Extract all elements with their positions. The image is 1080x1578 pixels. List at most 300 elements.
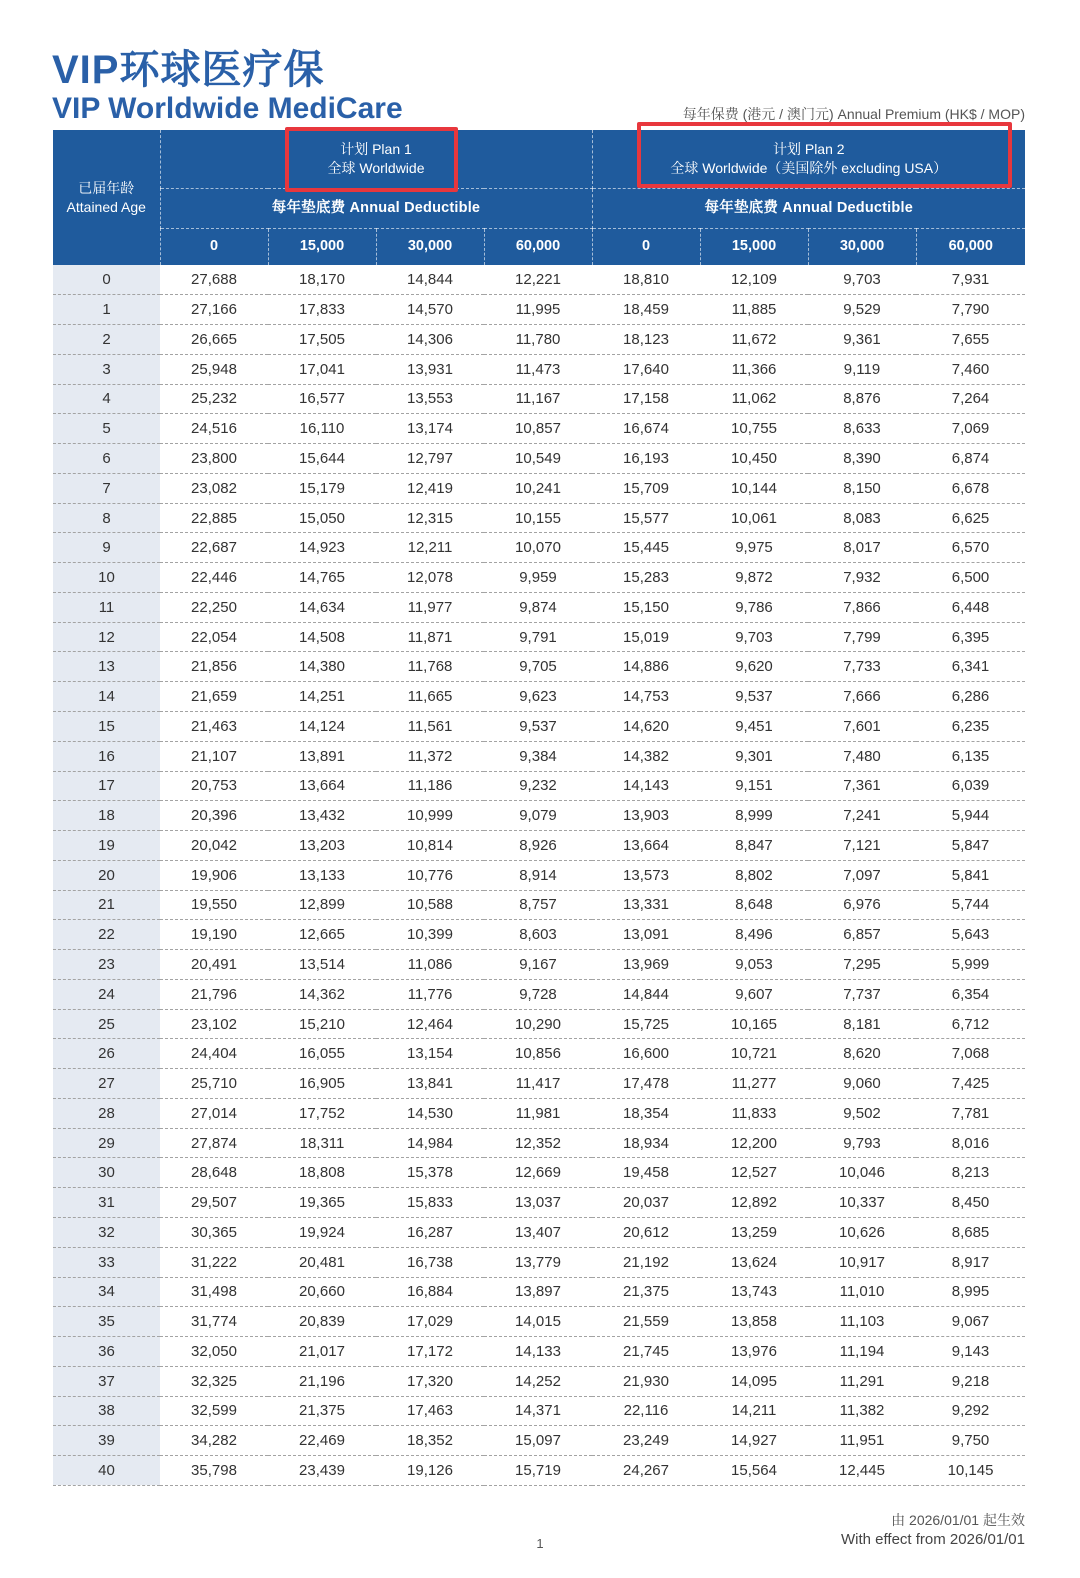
age-cell: 1 bbox=[53, 295, 160, 325]
table-row bbox=[53, 890, 1025, 920]
plan-1-premium-cell: 9,959 bbox=[484, 563, 592, 593]
plan-1-premium-cell: 27,688 bbox=[160, 265, 268, 295]
plan-1-premium-cell: 8,603 bbox=[484, 920, 592, 950]
plan-2-premium-cell: 9,620 bbox=[700, 652, 808, 682]
plan-2-premium-cell: 8,876 bbox=[808, 384, 916, 414]
table-row bbox=[53, 1098, 1025, 1128]
plan-2-premium-cell: 18,459 bbox=[592, 295, 700, 325]
plan-1-premium-cell: 20,491 bbox=[160, 950, 268, 980]
plan-2-premium-cell: 11,010 bbox=[808, 1277, 916, 1307]
plan-1-premium-cell: 23,800 bbox=[160, 444, 268, 474]
plan-1-premium-cell: 12,899 bbox=[268, 890, 376, 920]
plan-1-premium-cell: 14,634 bbox=[268, 592, 376, 622]
plan-2-premium-cell: 15,445 bbox=[592, 533, 700, 563]
plan-1-premium-cell: 13,133 bbox=[268, 860, 376, 890]
age-cell: 26 bbox=[53, 1039, 160, 1069]
plan-2-premium-cell: 6,712 bbox=[916, 1009, 1025, 1039]
plan-2-region: 全球 Worldwide（美国除外 excluding USA） bbox=[670, 159, 948, 176]
plan-2-premium-cell: 9,529 bbox=[808, 295, 916, 325]
plan-2-premium-cell: 7,361 bbox=[808, 771, 916, 801]
plan-1-premium-cell: 14,133 bbox=[484, 1337, 592, 1367]
plan-2-premium-cell: 12,200 bbox=[700, 1128, 808, 1158]
age-cell: 32 bbox=[53, 1218, 160, 1248]
plan-1-premium-cell: 10,588 bbox=[376, 890, 484, 920]
age-cell: 20 bbox=[53, 860, 160, 890]
plan-1-premium-cell: 12,315 bbox=[376, 503, 484, 533]
plan-2-premium-cell: 18,810 bbox=[592, 265, 700, 295]
plan-1-premium-cell: 17,029 bbox=[376, 1307, 484, 1337]
plan-1-premium-cell: 15,378 bbox=[376, 1158, 484, 1188]
plan-2-premium-cell: 11,382 bbox=[808, 1396, 916, 1426]
plan-2-premium-cell: 11,833 bbox=[700, 1098, 808, 1128]
plan-1-premium-cell: 13,841 bbox=[376, 1069, 484, 1099]
plan-2-premium-cell: 7,781 bbox=[916, 1098, 1025, 1128]
plan-2-premium-cell: 10,337 bbox=[808, 1188, 916, 1218]
age-cell: 33 bbox=[53, 1247, 160, 1277]
table-row bbox=[53, 920, 1025, 950]
header-row-plans bbox=[53, 130, 1025, 188]
premium-table-container bbox=[53, 130, 1025, 1486]
plan-2-premium-cell: 10,755 bbox=[700, 414, 808, 444]
plan-2-premium-cell: 11,291 bbox=[808, 1366, 916, 1396]
plan-1-premium-cell: 10,814 bbox=[376, 831, 484, 861]
table-row bbox=[53, 265, 1025, 295]
plan-2-premium-cell: 5,847 bbox=[916, 831, 1025, 861]
plan-2-premium-cell: 9,053 bbox=[700, 950, 808, 980]
plan-1-premium-cell: 13,407 bbox=[484, 1218, 592, 1248]
plan-2-premium-cell: 15,283 bbox=[592, 563, 700, 593]
table-row bbox=[53, 1426, 1025, 1456]
table-row bbox=[53, 1158, 1025, 1188]
plan-2-premium-cell: 16,193 bbox=[592, 444, 700, 474]
plan-1-premium-cell: 11,417 bbox=[484, 1069, 592, 1099]
plan-2-premium-cell: 6,395 bbox=[916, 622, 1025, 652]
table-row bbox=[53, 1188, 1025, 1218]
age-cell: 6 bbox=[53, 444, 160, 474]
plan-1-premium-cell: 13,664 bbox=[268, 771, 376, 801]
plan-2-premium-cell: 8,633 bbox=[808, 414, 916, 444]
plan-1-premium-cell: 12,419 bbox=[376, 473, 484, 503]
plan-1-premium-cell: 14,380 bbox=[268, 652, 376, 682]
plan-2-premium-cell: 18,354 bbox=[592, 1098, 700, 1128]
table-row bbox=[53, 1396, 1025, 1426]
plan-1-premium-cell: 22,469 bbox=[268, 1426, 376, 1456]
plan-1-premium-cell: 35,798 bbox=[160, 1456, 268, 1486]
plan-1-premium-cell: 25,232 bbox=[160, 384, 268, 414]
plan-1-premium-cell: 22,054 bbox=[160, 622, 268, 652]
plan-2-premium-cell: 15,019 bbox=[592, 622, 700, 652]
plan-1-premium-cell: 13,897 bbox=[484, 1277, 592, 1307]
plan-2-premium-cell: 22,116 bbox=[592, 1396, 700, 1426]
plan-2-premium-cell: 7,666 bbox=[808, 682, 916, 712]
plan-1-premium-cell: 16,287 bbox=[376, 1218, 484, 1248]
plan-1-premium-cell: 8,757 bbox=[484, 890, 592, 920]
plan-2-premium-cell: 8,917 bbox=[916, 1247, 1025, 1277]
plan-2-premium-cell: 14,211 bbox=[700, 1396, 808, 1426]
plan-2-premium-cell: 7,121 bbox=[808, 831, 916, 861]
plan-2-premium-cell: 10,721 bbox=[700, 1039, 808, 1069]
plan-2-premium-cell: 14,620 bbox=[592, 711, 700, 741]
plan-1-premium-cell: 15,179 bbox=[268, 473, 376, 503]
plan-2-premium-cell: 9,975 bbox=[700, 533, 808, 563]
plan-2-premium-cell: 13,664 bbox=[592, 831, 700, 861]
age-cell: 25 bbox=[53, 1009, 160, 1039]
header-row-deductible-values bbox=[53, 228, 1025, 265]
age-cell: 38 bbox=[53, 1396, 160, 1426]
plan-1-premium-cell: 13,037 bbox=[484, 1188, 592, 1218]
plan-1-premium-cell: 9,874 bbox=[484, 592, 592, 622]
plan-2-premium-cell: 8,181 bbox=[808, 1009, 916, 1039]
plan-1-premium-cell: 9,537 bbox=[484, 711, 592, 741]
plan-1-premium-cell: 31,498 bbox=[160, 1277, 268, 1307]
plan-1-premium-cell: 13,432 bbox=[268, 801, 376, 831]
table-row bbox=[53, 831, 1025, 861]
plan-1-premium-cell: 22,250 bbox=[160, 592, 268, 622]
age-cell: 5 bbox=[53, 414, 160, 444]
plan-1-premium-cell: 13,154 bbox=[376, 1039, 484, 1069]
plan-2-premium-cell: 5,944 bbox=[916, 801, 1025, 831]
plan-1-premium-cell: 11,768 bbox=[376, 652, 484, 682]
plan-1-premium-cell: 22,885 bbox=[160, 503, 268, 533]
age-cell: 7 bbox=[53, 473, 160, 503]
plan-2-premium-cell: 14,143 bbox=[592, 771, 700, 801]
plan-2-deductible-15000: 15,000 bbox=[700, 228, 808, 265]
plan-1-premium-cell: 11,473 bbox=[484, 354, 592, 384]
plan-2-premium-cell: 7,425 bbox=[916, 1069, 1025, 1099]
plan-1-premium-cell: 16,738 bbox=[376, 1247, 484, 1277]
plan-1-premium-cell: 27,014 bbox=[160, 1098, 268, 1128]
plan-2-premium-cell: 15,725 bbox=[592, 1009, 700, 1039]
plan-1-premium-cell: 15,833 bbox=[376, 1188, 484, 1218]
plan-2-premium-cell: 6,678 bbox=[916, 473, 1025, 503]
age-cell: 17 bbox=[53, 771, 160, 801]
plan-1-deductible-0: 0 bbox=[160, 228, 268, 265]
age-cell: 31 bbox=[53, 1188, 160, 1218]
plan-2-premium-cell: 7,264 bbox=[916, 384, 1025, 414]
plan-2-header bbox=[592, 130, 1025, 188]
plan-1-premium-cell: 14,844 bbox=[376, 265, 484, 295]
plan-1-premium-cell: 17,041 bbox=[268, 354, 376, 384]
plan-1-premium-cell: 24,516 bbox=[160, 414, 268, 444]
plan-2-premium-cell: 13,091 bbox=[592, 920, 700, 950]
plan-2-premium-cell: 8,620 bbox=[808, 1039, 916, 1069]
table-row bbox=[53, 295, 1025, 325]
plan-2-premium-cell: 11,194 bbox=[808, 1337, 916, 1367]
plan-2-premium-cell: 17,478 bbox=[592, 1069, 700, 1099]
plan-1-premium-cell: 27,874 bbox=[160, 1128, 268, 1158]
plan-1-premium-cell: 10,856 bbox=[484, 1039, 592, 1069]
plan-2-premium-cell: 12,109 bbox=[700, 265, 808, 295]
plan-2-premium-cell: 15,564 bbox=[700, 1456, 808, 1486]
plan-1-premium-cell: 17,505 bbox=[268, 325, 376, 355]
plan-2-premium-cell: 23,249 bbox=[592, 1426, 700, 1456]
plan-1-premium-cell: 21,107 bbox=[160, 741, 268, 771]
plan-2-premium-cell: 15,577 bbox=[592, 503, 700, 533]
plan-2-premium-cell: 7,068 bbox=[916, 1039, 1025, 1069]
plan-2-premium-cell: 14,753 bbox=[592, 682, 700, 712]
plan-1-premium-cell: 18,352 bbox=[376, 1426, 484, 1456]
plan-1-premium-cell: 29,507 bbox=[160, 1188, 268, 1218]
plan-2-premium-cell: 7,601 bbox=[808, 711, 916, 741]
plan-1-premium-cell: 21,856 bbox=[160, 652, 268, 682]
plan-2-premium-cell: 19,458 bbox=[592, 1158, 700, 1188]
plan-2-premium-cell: 7,295 bbox=[808, 950, 916, 980]
plan-1-premium-cell: 9,167 bbox=[484, 950, 592, 980]
plan-1-premium-cell: 15,719 bbox=[484, 1456, 592, 1486]
age-cell: 3 bbox=[53, 354, 160, 384]
table-row bbox=[53, 1218, 1025, 1248]
plan-1-premium-cell: 9,791 bbox=[484, 622, 592, 652]
plan-2-premium-cell: 7,790 bbox=[916, 295, 1025, 325]
plan-1-premium-cell: 10,290 bbox=[484, 1009, 592, 1039]
plan-2-premium-cell: 9,786 bbox=[700, 592, 808, 622]
plan-1-premium-cell: 12,352 bbox=[484, 1128, 592, 1158]
plan-2-premium-cell: 9,537 bbox=[700, 682, 808, 712]
plan-2-premium-cell: 15,150 bbox=[592, 592, 700, 622]
plan-1-premium-cell: 11,995 bbox=[484, 295, 592, 325]
plan-2-premium-cell: 10,145 bbox=[916, 1456, 1025, 1486]
plan-1-premium-cell: 19,550 bbox=[160, 890, 268, 920]
plan-1-premium-cell: 22,446 bbox=[160, 563, 268, 593]
plan-1-premium-cell: 32,325 bbox=[160, 1366, 268, 1396]
plan-2-premium-cell: 10,046 bbox=[808, 1158, 916, 1188]
title-english: VIP Worldwide MediCare bbox=[52, 92, 403, 125]
plan-1-premium-cell: 18,808 bbox=[268, 1158, 376, 1188]
plan-1-premium-cell: 10,857 bbox=[484, 414, 592, 444]
plan-1-premium-cell: 10,549 bbox=[484, 444, 592, 474]
age-cell: 37 bbox=[53, 1366, 160, 1396]
plan-2-premium-cell: 10,626 bbox=[808, 1218, 916, 1248]
plan-2-premium-cell: 18,123 bbox=[592, 325, 700, 355]
plan-1-premium-cell: 27,166 bbox=[160, 295, 268, 325]
plan-1-premium-cell: 15,210 bbox=[268, 1009, 376, 1039]
plan-1-premium-cell: 15,050 bbox=[268, 503, 376, 533]
plan-1-premium-cell: 17,463 bbox=[376, 1396, 484, 1426]
plan-1-premium-cell: 23,102 bbox=[160, 1009, 268, 1039]
page-number: 1 bbox=[536, 1536, 544, 1551]
plan-1-premium-cell: 11,981 bbox=[484, 1098, 592, 1128]
age-cell: 15 bbox=[53, 711, 160, 741]
plan-2-premium-cell: 9,502 bbox=[808, 1098, 916, 1128]
plan-1-premium-cell: 12,669 bbox=[484, 1158, 592, 1188]
plan-2-premium-cell: 6,976 bbox=[808, 890, 916, 920]
plan-2-deductible-60000: 60,000 bbox=[916, 228, 1025, 265]
age-cell: 35 bbox=[53, 1307, 160, 1337]
plan-1-premium-cell: 18,170 bbox=[268, 265, 376, 295]
plan-1-premium-cell: 10,399 bbox=[376, 920, 484, 950]
plan-2-premium-cell: 15,709 bbox=[592, 473, 700, 503]
plan-2-premium-cell: 17,640 bbox=[592, 354, 700, 384]
plan-2-premium-cell: 8,150 bbox=[808, 473, 916, 503]
plan-1-premium-cell: 14,015 bbox=[484, 1307, 592, 1337]
plan-2-premium-cell: 21,192 bbox=[592, 1247, 700, 1277]
age-cell: 16 bbox=[53, 741, 160, 771]
plan-2-premium-cell: 21,375 bbox=[592, 1277, 700, 1307]
plan-2-premium-cell: 9,067 bbox=[916, 1307, 1025, 1337]
table-row bbox=[53, 473, 1025, 503]
plan-1-premium-cell: 13,553 bbox=[376, 384, 484, 414]
plan-1-premium-cell: 19,126 bbox=[376, 1456, 484, 1486]
plan-1-premium-cell: 12,211 bbox=[376, 533, 484, 563]
table-row bbox=[53, 801, 1025, 831]
plan-1-premium-cell: 16,577 bbox=[268, 384, 376, 414]
effective-date-en: With effect from 2026/01/01 bbox=[841, 1531, 1025, 1548]
age-cell: 27 bbox=[53, 1069, 160, 1099]
plan-1-premium-cell: 14,306 bbox=[376, 325, 484, 355]
plan-1-premium-cell: 16,055 bbox=[268, 1039, 376, 1069]
plan-1-premium-cell: 20,660 bbox=[268, 1277, 376, 1307]
table-row bbox=[53, 1366, 1025, 1396]
plan-1-premium-cell: 8,926 bbox=[484, 831, 592, 861]
plan-2-premium-cell: 9,451 bbox=[700, 711, 808, 741]
plan-2-premium-cell: 8,802 bbox=[700, 860, 808, 890]
plan-2-premium-cell: 14,927 bbox=[700, 1426, 808, 1456]
table-row bbox=[53, 1039, 1025, 1069]
plan-1-premium-cell: 16,905 bbox=[268, 1069, 376, 1099]
age-cell: 24 bbox=[53, 979, 160, 1009]
plan-1-deductible-15000: 15,000 bbox=[268, 228, 376, 265]
plan-2-premium-cell: 7,069 bbox=[916, 414, 1025, 444]
plan-2-premium-cell: 8,213 bbox=[916, 1158, 1025, 1188]
plan-1-premium-cell: 11,977 bbox=[376, 592, 484, 622]
plan-1-premium-cell: 32,599 bbox=[160, 1396, 268, 1426]
table-row bbox=[53, 563, 1025, 593]
plan-2-premium-cell: 17,158 bbox=[592, 384, 700, 414]
plan-2-premium-cell: 12,527 bbox=[700, 1158, 808, 1188]
plan-2-premium-cell: 8,995 bbox=[916, 1277, 1025, 1307]
plan-1-premium-cell: 8,914 bbox=[484, 860, 592, 890]
age-cell: 36 bbox=[53, 1337, 160, 1367]
plan-1-premium-cell: 20,753 bbox=[160, 771, 268, 801]
plan-1-premium-cell: 25,710 bbox=[160, 1069, 268, 1099]
plan-1-deductible-60000: 60,000 bbox=[484, 228, 592, 265]
plan-2-premium-cell: 7,241 bbox=[808, 801, 916, 831]
plan-2-premium-cell: 13,743 bbox=[700, 1277, 808, 1307]
plan-2-premium-cell: 7,737 bbox=[808, 979, 916, 1009]
table-header bbox=[53, 130, 1025, 265]
plan-2-premium-cell: 6,135 bbox=[916, 741, 1025, 771]
plan-1-premium-cell: 13,514 bbox=[268, 950, 376, 980]
plan-2-premium-cell: 21,559 bbox=[592, 1307, 700, 1337]
plan-1-region: 全球 Worldwide bbox=[327, 159, 425, 176]
plan-1-premium-cell: 11,372 bbox=[376, 741, 484, 771]
table-row bbox=[53, 503, 1025, 533]
plan-2-name: 计划 Plan 2 bbox=[772, 140, 845, 157]
plan-2-premium-cell: 24,267 bbox=[592, 1456, 700, 1486]
age-cell: 11 bbox=[53, 592, 160, 622]
age-cell: 14 bbox=[53, 682, 160, 712]
plan-1-premium-cell: 25,948 bbox=[160, 354, 268, 384]
plan-2-premium-cell: 13,331 bbox=[592, 890, 700, 920]
plan-1-premium-cell: 16,110 bbox=[268, 414, 376, 444]
plan-2-premium-cell: 8,496 bbox=[700, 920, 808, 950]
table-row bbox=[53, 325, 1025, 355]
plan-2-premium-cell: 9,607 bbox=[700, 979, 808, 1009]
plan-1-premium-cell: 13,203 bbox=[268, 831, 376, 861]
plan-2-premium-cell: 9,143 bbox=[916, 1337, 1025, 1367]
plan-2-premium-cell: 10,917 bbox=[808, 1247, 916, 1277]
table-row bbox=[53, 444, 1025, 474]
plan-1-premium-cell: 19,924 bbox=[268, 1218, 376, 1248]
table-row bbox=[53, 414, 1025, 444]
age-cell: 19 bbox=[53, 831, 160, 861]
table-row bbox=[53, 1069, 1025, 1099]
age-cell: 12 bbox=[53, 622, 160, 652]
table-row bbox=[53, 652, 1025, 682]
plan-2-premium-cell: 9,301 bbox=[700, 741, 808, 771]
plan-2-premium-cell: 10,061 bbox=[700, 503, 808, 533]
table-row bbox=[53, 1277, 1025, 1307]
plan-1-premium-cell: 10,155 bbox=[484, 503, 592, 533]
premium-table bbox=[53, 130, 1025, 1486]
age-cell: 21 bbox=[53, 890, 160, 920]
plan-2-premium-cell: 14,382 bbox=[592, 741, 700, 771]
plan-2-premium-cell: 13,903 bbox=[592, 801, 700, 831]
plan-1-premium-cell: 24,404 bbox=[160, 1039, 268, 1069]
plan-2-premium-cell: 13,976 bbox=[700, 1337, 808, 1367]
plan-1-premium-cell: 9,384 bbox=[484, 741, 592, 771]
plan-1-premium-cell: 31,222 bbox=[160, 1247, 268, 1277]
age-cell: 34 bbox=[53, 1277, 160, 1307]
plan-2-premium-cell: 16,674 bbox=[592, 414, 700, 444]
plan-1-premium-cell: 13,891 bbox=[268, 741, 376, 771]
age-cell: 4 bbox=[53, 384, 160, 414]
plan-1-premium-cell: 11,561 bbox=[376, 711, 484, 741]
plan-2-premium-cell: 11,277 bbox=[700, 1069, 808, 1099]
table-row bbox=[53, 1009, 1025, 1039]
age-cell: 28 bbox=[53, 1098, 160, 1128]
plan-2-premium-cell: 8,847 bbox=[700, 831, 808, 861]
plan-2-premium-cell: 9,793 bbox=[808, 1128, 916, 1158]
plan-1-premium-cell: 21,796 bbox=[160, 979, 268, 1009]
plan-1-premium-cell: 13,174 bbox=[376, 414, 484, 444]
table-row bbox=[53, 771, 1025, 801]
plan-1-premium-cell: 12,078 bbox=[376, 563, 484, 593]
plan-2-premium-cell: 13,969 bbox=[592, 950, 700, 980]
plan-2-premium-cell: 7,097 bbox=[808, 860, 916, 890]
plan-2-premium-cell: 11,951 bbox=[808, 1426, 916, 1456]
plan-2-premium-cell: 6,500 bbox=[916, 563, 1025, 593]
table-row bbox=[53, 354, 1025, 384]
plan-2-premium-cell: 21,745 bbox=[592, 1337, 700, 1367]
plan-1-premium-cell: 19,365 bbox=[268, 1188, 376, 1218]
plan-1-premium-cell: 21,659 bbox=[160, 682, 268, 712]
plan-1-premium-cell: 11,871 bbox=[376, 622, 484, 652]
title-chinese: VIP环球医疗保 bbox=[52, 48, 325, 92]
plan-2-premium-cell: 5,643 bbox=[916, 920, 1025, 950]
plan-1-premium-cell: 14,984 bbox=[376, 1128, 484, 1158]
plan-2-premium-cell: 6,857 bbox=[808, 920, 916, 950]
plan-2-premium-cell: 6,625 bbox=[916, 503, 1025, 533]
plan-2-premium-cell: 13,573 bbox=[592, 860, 700, 890]
plan-1-premium-cell: 23,439 bbox=[268, 1456, 376, 1486]
plan-1-premium-cell: 14,371 bbox=[484, 1396, 592, 1426]
premium-unit-caption: 每年保费 (港元 / 澳门元) Annual Premium (HK$ / MOP) bbox=[682, 106, 1025, 122]
age-header-zh: 已届年龄 bbox=[78, 179, 135, 196]
plan-2-premium-cell: 5,744 bbox=[916, 890, 1025, 920]
table-row bbox=[53, 533, 1025, 563]
plan-2-premium-cell: 11,885 bbox=[700, 295, 808, 325]
plan-1-premium-cell: 21,017 bbox=[268, 1337, 376, 1367]
plan-2-premium-cell: 9,060 bbox=[808, 1069, 916, 1099]
plan-1-premium-cell: 9,232 bbox=[484, 771, 592, 801]
plan-1-premium-cell: 10,999 bbox=[376, 801, 484, 831]
plan-1-premium-cell: 14,362 bbox=[268, 979, 376, 1009]
plan-2-premium-cell: 10,165 bbox=[700, 1009, 808, 1039]
plan-1-premium-cell: 11,167 bbox=[484, 384, 592, 414]
age-column-header bbox=[53, 130, 160, 265]
table-row bbox=[53, 950, 1025, 980]
